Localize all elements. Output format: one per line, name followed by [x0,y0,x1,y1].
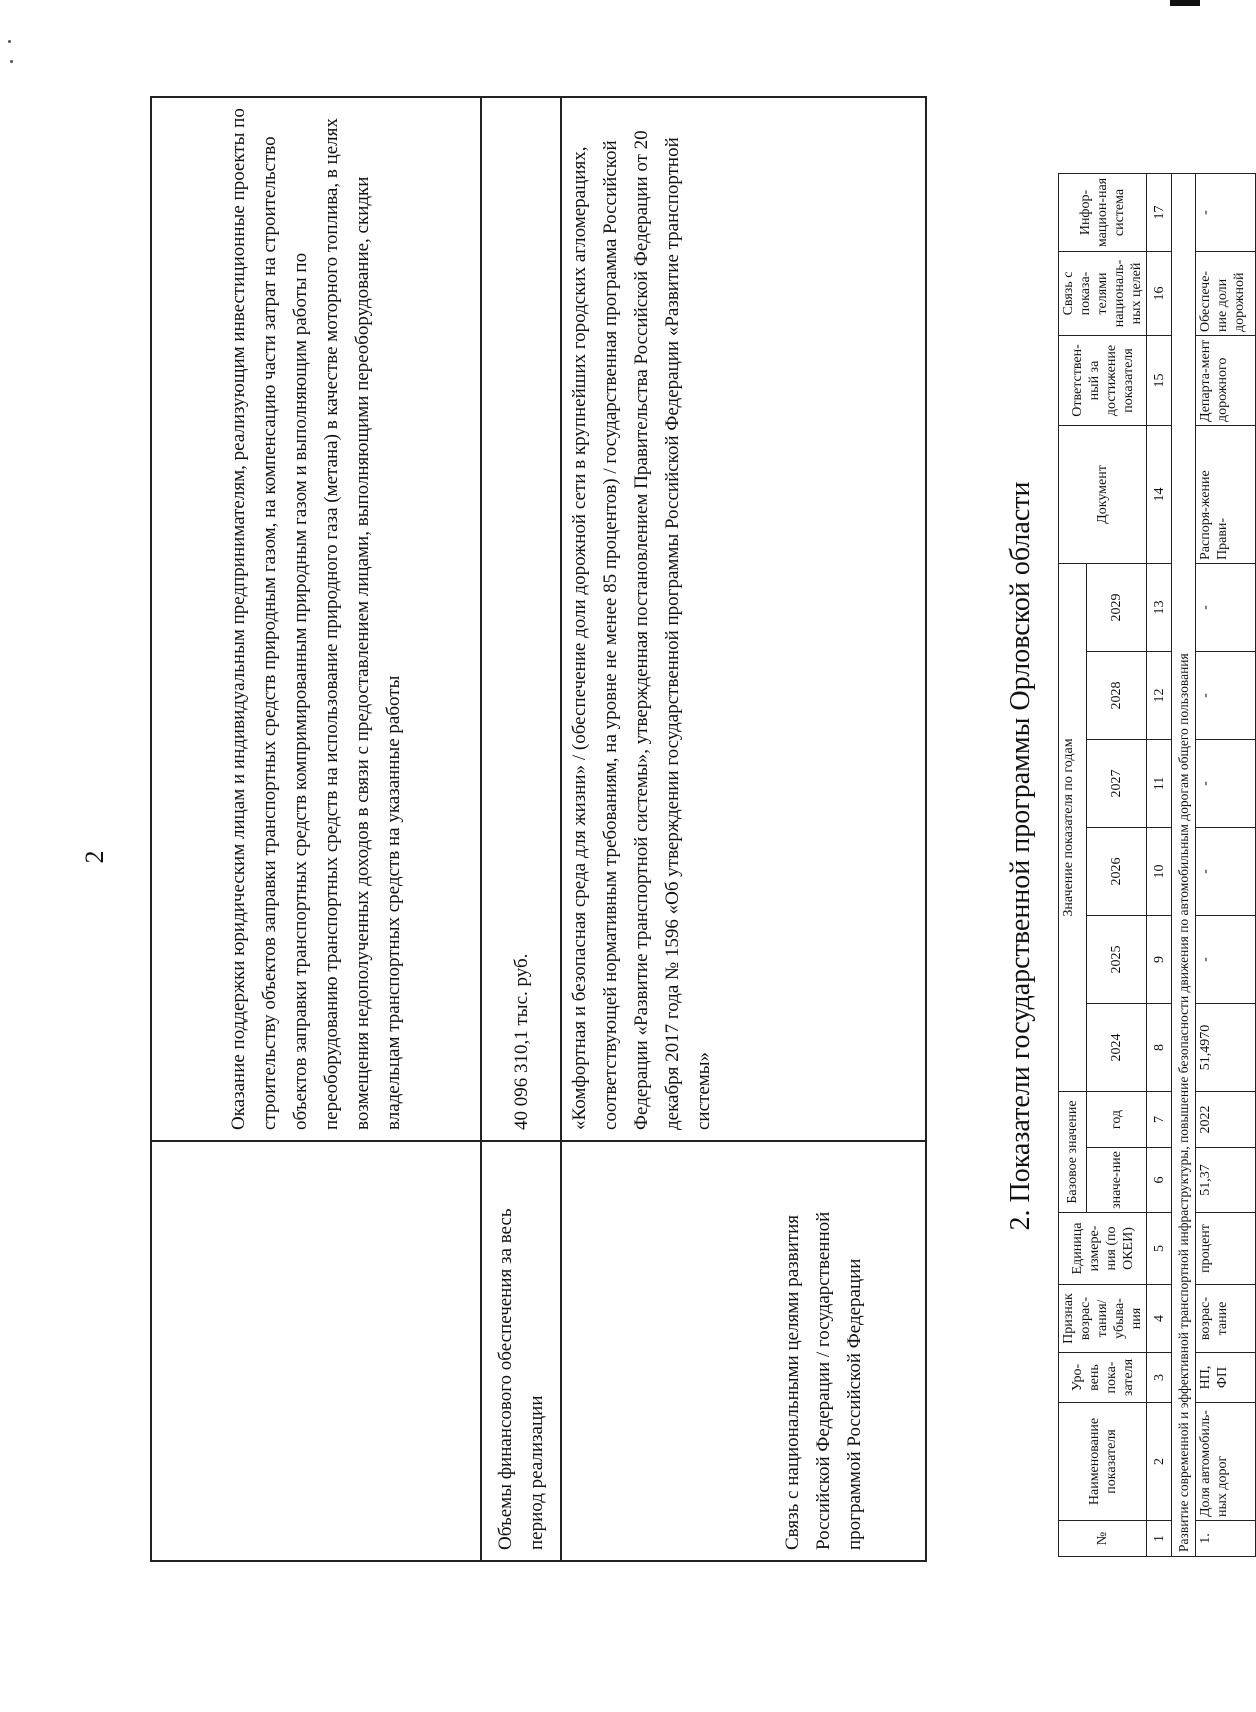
header-document: Документ [1059,426,1147,564]
cell-document: Распоря-жение Прави- [1196,426,1256,564]
table-row [1196,174,1256,1557]
header-responsible: Ответствен-ный за достижение показателя [1059,336,1147,426]
passport-row [481,97,561,1561]
header-row [1059,174,1087,1557]
group-row [1172,174,1196,1557]
header-level: Уро-вень пока-зателя [1059,1353,1147,1403]
cell-responsible: Департа-мент дорожного [1196,336,1256,426]
column-number: 4 [1147,1285,1172,1353]
cell-name: Доля автомобиль-ных дорог [1196,1403,1256,1521]
cell-trend: возрас-тание [1196,1285,1256,1353]
header-base-year: год [1087,1092,1147,1148]
cell-unit: процент [1196,1213,1256,1285]
header-year: 2024 [1087,1004,1147,1092]
header-year: 2029 [1087,564,1147,652]
cell-year-value: - [1196,916,1256,1004]
header-national-link: Связь с показа-телями националь-ных целей [1059,252,1147,336]
header-info-system: Инфор-мацион-ная система [1059,174,1147,252]
cell-year-value: - [1196,740,1256,828]
column-number: 5 [1147,1213,1172,1285]
header-year: 2028 [1087,652,1147,740]
cell-no: 1. [1196,1521,1256,1557]
header-name: Наименование показателя [1059,1403,1147,1521]
header-no: № [1059,1521,1147,1557]
column-number: 15 [1147,336,1172,426]
column-number: 1 [1147,1521,1172,1557]
column-number: 8 [1147,1004,1172,1092]
header-year: 2027 [1087,740,1147,828]
passport-value: Оказание поддержки юридическим лицам и индивидуальным предпринимателям, реализующим инвестиционные проекты по строительству объектов заправки транспортных средств природным газом, на компенсацию части затрат на строительство объектов заправки транспортных средств компримированным природным газом и выполняющим работы по переоборудованию транспортных средств на использование природного газа (метана) в качестве моторного топлива, в целях возмещения недополученных доходов в связи с предоставлением лицами, выполняющими переоборудование, скидки владельцам транспортных средств на указанные работы [151,97,481,1141]
cell-info-system: - [1196,174,1256,252]
page-number: 2 [80,850,109,864]
column-number: 2 [1147,1403,1172,1521]
passport-table [150,96,927,1562]
cell-year-value: - [1196,564,1256,652]
header-base: Базовое значение [1059,1092,1087,1213]
header-unit: Единица измере-ния (по ОКЕИ) [1059,1213,1147,1285]
column-number: 12 [1147,652,1172,740]
cell-national-link: Обеспече-ние доли дорожной [1196,252,1256,336]
column-number-row [1147,174,1172,1557]
passport-row [151,97,481,1561]
header-trend: Признак возрас-тания/ убыва-ния [1059,1285,1147,1353]
passport-label: Объемы финансового обеспечения за весь период реализации [481,1141,561,1561]
passport-label [151,1141,481,1561]
column-number: 13 [1147,564,1172,652]
indicators-table [1058,173,1256,1557]
section-title: 2. Показатели государственной программы Орловской области [1005,481,1036,1231]
header-base-value: значе-ние [1087,1148,1147,1213]
column-number: 17 [1147,174,1172,252]
header-year: 2025 [1087,916,1147,1004]
column-number: 3 [1147,1353,1172,1403]
cell-year-value: 51,4970 [1196,1004,1256,1092]
column-number: 11 [1147,740,1172,828]
passport-row [561,97,926,1561]
cell-year-value: - [1196,652,1256,740]
column-number: 14 [1147,426,1172,564]
column-number: 16 [1147,252,1172,336]
passport-value: 40 096 310,1 тыс. руб. [481,97,561,1141]
cell-level: НП, ФП [1196,1353,1256,1403]
cell-base-year: 2022 [1196,1092,1256,1148]
header-by-years: Значение показателя по годам [1059,564,1087,1092]
group-title: Развитие современной и эффективной транспортной инфраструктуры, повышение безопасности движения по автомобильным дорогам общего пользования [1172,174,1196,1557]
column-number: 7 [1147,1092,1172,1148]
passport-value: «Комфортная и безопасная среда для жизни» / (обеспечение доли дорожной сети в крупнейших городских агломерациях, соответствующей нормативным требованиям, на уровне не менее 85 процентов) / государственная программа Российской Федерации «Развитие транспортной системы», утвержденная постановлением Правительства Российской Федерации от 20 декабря 2017 года № 1596 «Об утверждении государственной программы Российской Федерации «Развитие транспортной системы» [561,97,926,1141]
cell-base-value: 51,37 [1196,1148,1256,1213]
column-number: 6 [1147,1148,1172,1213]
passport-label: Связь с национальными целями развития Российской Федерации / государственной программой Российской Федерации [561,1141,926,1561]
cell-year-value: - [1196,828,1256,916]
column-number: 10 [1147,828,1172,916]
header-year: 2026 [1087,828,1147,916]
column-number: 9 [1147,916,1172,1004]
